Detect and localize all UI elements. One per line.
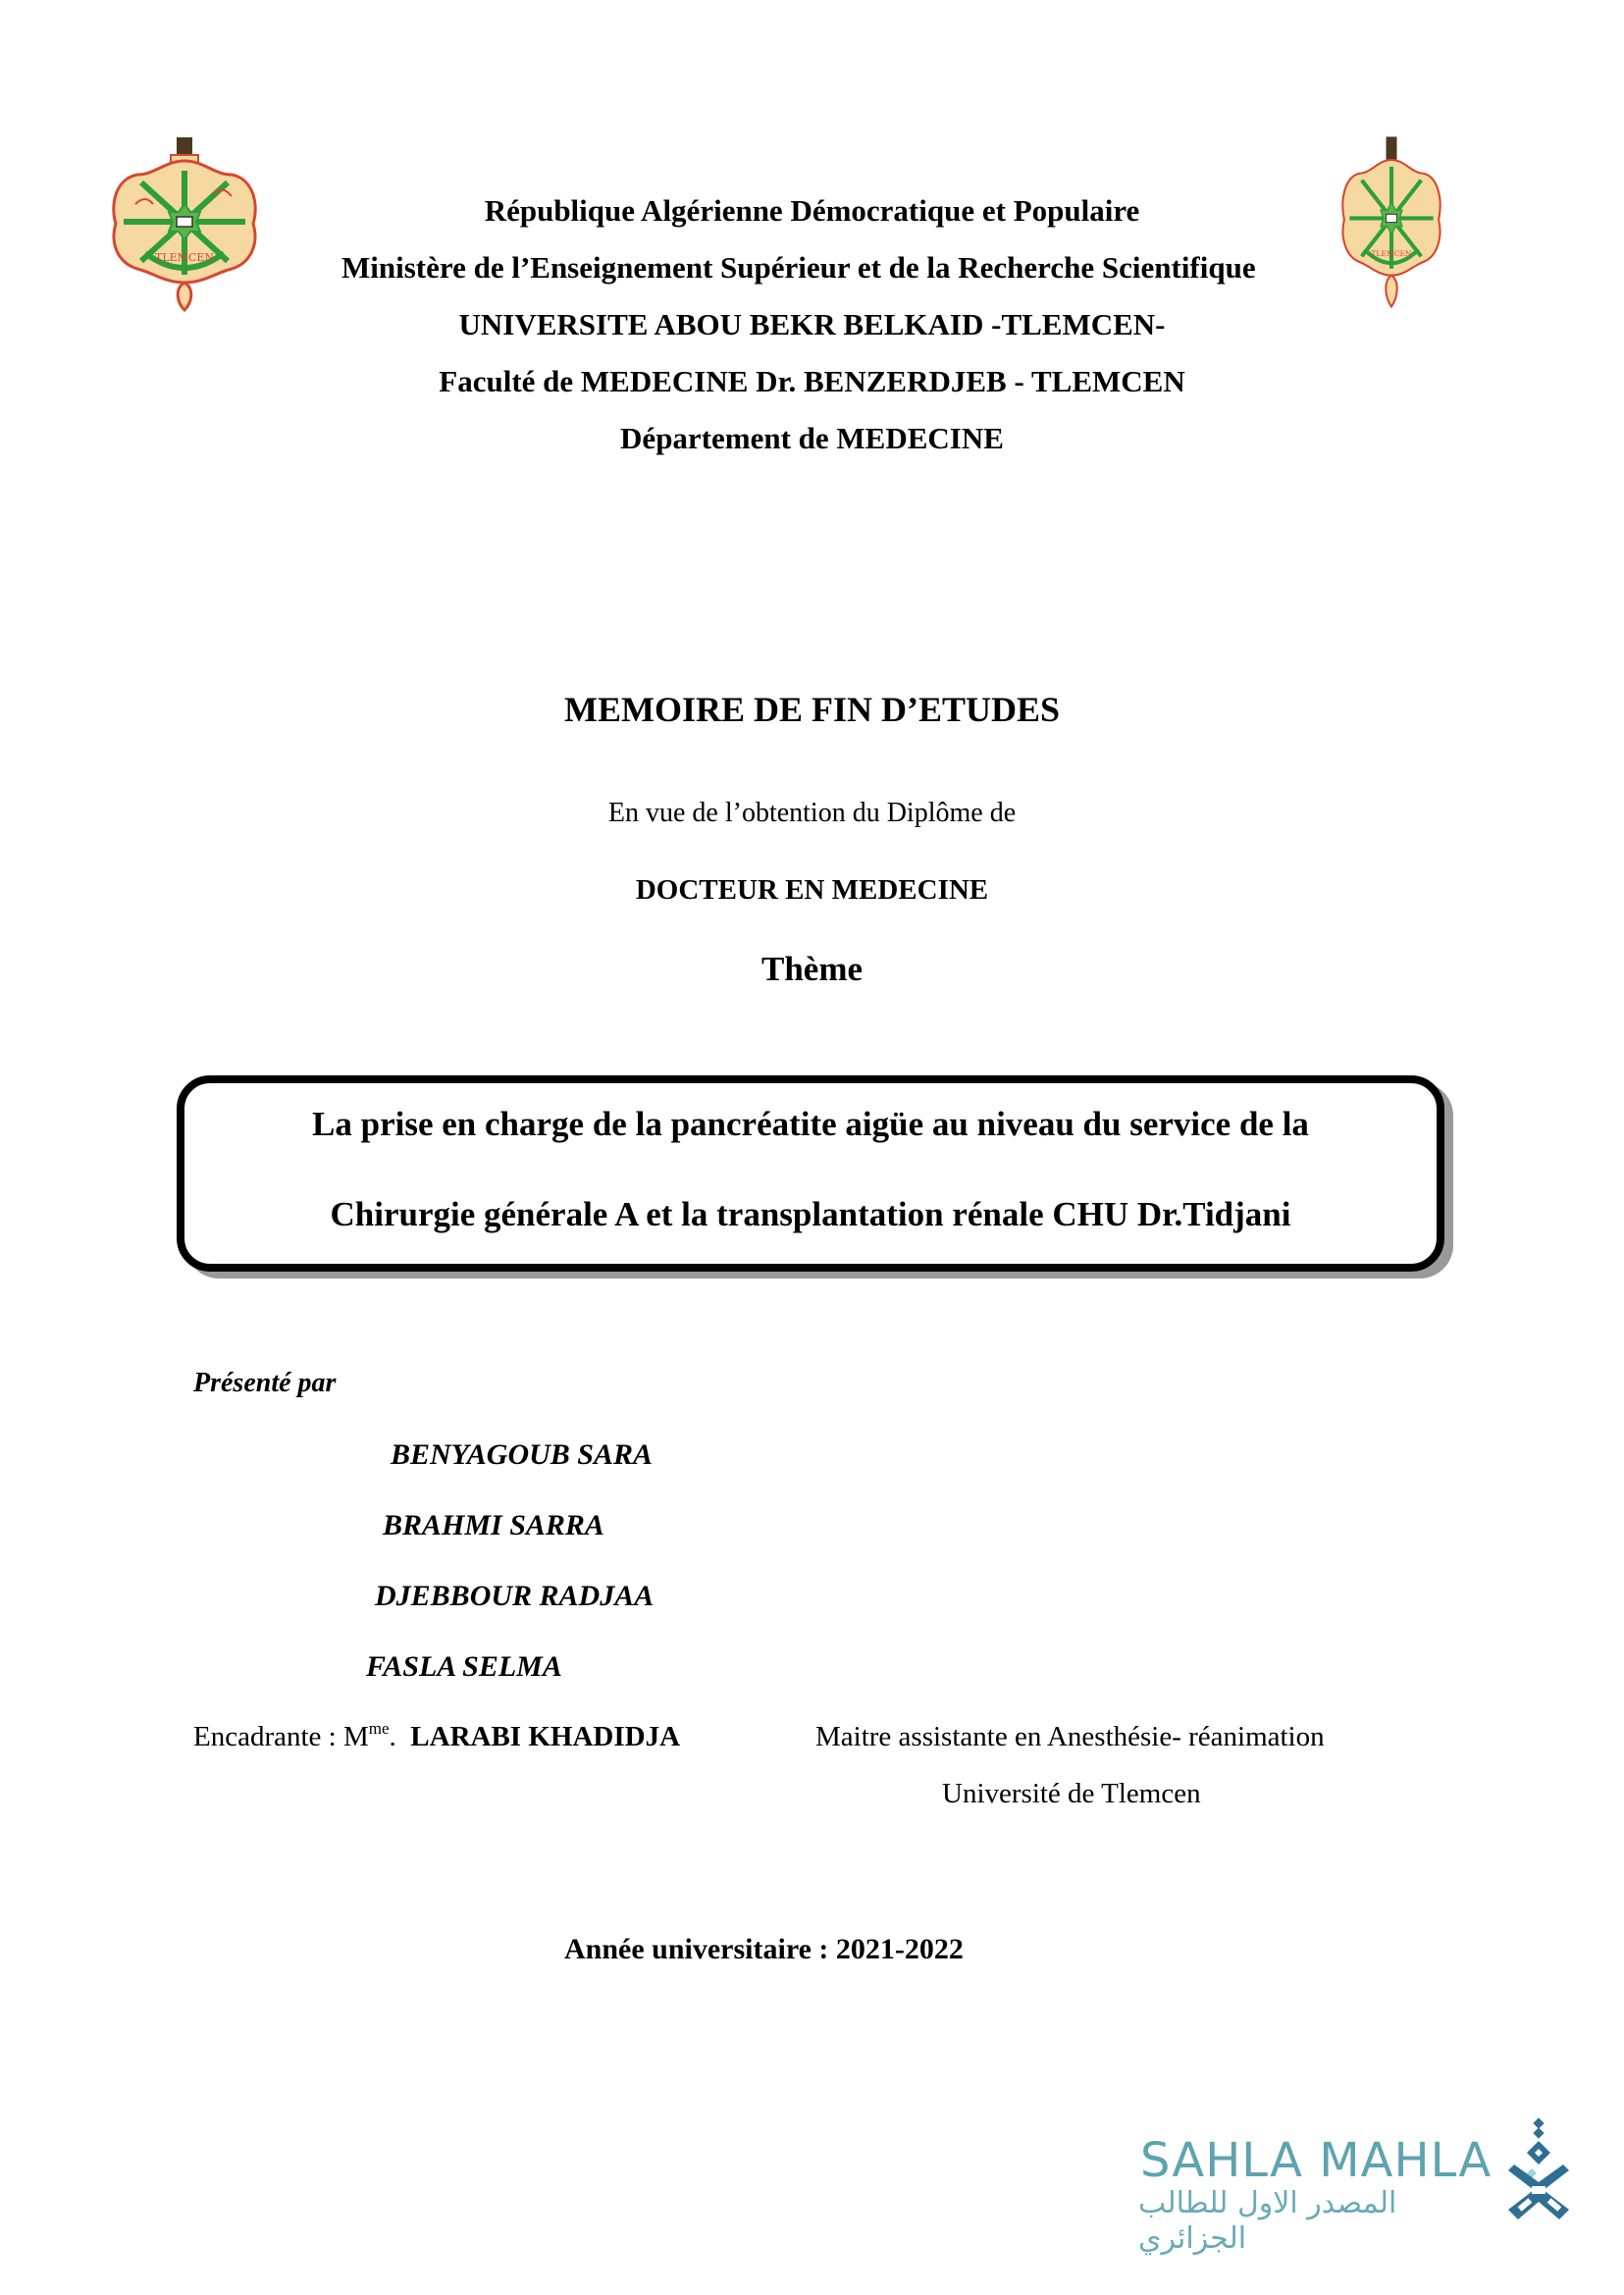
student-name: BRAHMI SARRA: [383, 1509, 604, 1541]
supervisor-name: LARABI KHADIDJA: [410, 1721, 681, 1752]
supervisor-institution: Université de Tlemcen: [942, 1778, 1201, 1809]
header-republic: République Algérienne Démocratique et Populaire: [484, 193, 1140, 228]
student-name: FASLA SELMA: [366, 1650, 562, 1683]
memoire-title: MEMOIRE DE FIN D’ETUDES: [563, 690, 1061, 729]
student-name: DJEBBOUR RADJAA: [375, 1580, 655, 1612]
sahla-mahla-icon: [1506, 2117, 1575, 2225]
obtention-text: En vue de l’obtention du Diplôme de: [607, 798, 1017, 828]
supervisor-label: Encadrante : M: [193, 1721, 369, 1752]
supervisor-line: [193, 1721, 680, 1753]
svg-text:TLEMCEN: TLEMCEN: [1371, 249, 1412, 259]
diplome-title: DOCTEUR EN MEDECINE: [635, 874, 989, 906]
theme-label: Thème: [760, 950, 864, 988]
supervisor-dot: .: [389, 1721, 396, 1752]
header-university: UNIVERSITE ABOU BEKR BELKAID -TLEMCEN-: [458, 307, 1166, 341]
svg-text:TLEMCEN: TLEMCEN: [154, 251, 215, 264]
supervisor-role: Maitre assistante en Anesthésie- réanimation: [815, 1721, 1325, 1752]
supervisor-title-sup: me: [368, 1719, 390, 1738]
sahla-mahla-brand: SAHLA MAHLA: [1140, 2133, 1493, 2188]
header-faculty: Faculté de MEDECINE Dr. BENZERDJEB - TLEMCEN: [439, 364, 1185, 398]
presented-by-label: Présenté par: [193, 1368, 337, 1398]
academic-year: Année universitaire : 2021-2022: [564, 1933, 964, 1965]
theme-line-2: Chirurgie générale A et la transplantation rénale CHU Dr.Tidjani: [330, 1195, 1291, 1233]
theme-line-1: La prise en charge de la pancréatite aigüe au niveau du service de la: [312, 1105, 1309, 1143]
header-ministry: Ministère de l’Enseignement Supérieur et de la Recherche Scientifique: [341, 250, 1256, 285]
header-ministry-clip: [334, 250, 1315, 291]
theme-box: [177, 1075, 1444, 1272]
student-name: BENYAGOUB SARA: [391, 1438, 654, 1471]
header-department: Département de MEDECINE: [620, 421, 1004, 455]
sahla-mahla-tagline: المصدر الاول للطالب الجزائري: [1138, 2186, 1397, 2256]
